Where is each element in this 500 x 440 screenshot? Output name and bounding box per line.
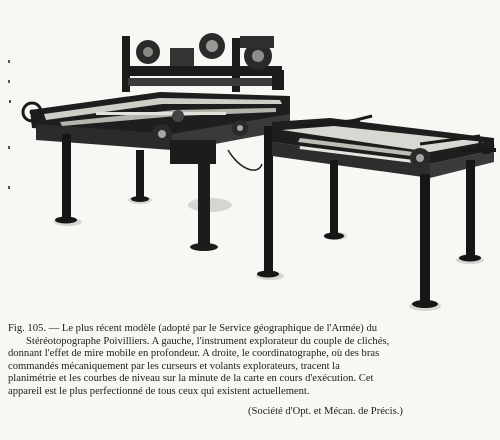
caption-line-3: donnant l'effet de mire mobile en profondeur. A droite, le coordinatographe, où des bras — [8, 348, 380, 360]
caption-line-5: planimétrie et les courbes de niveau sur la minute de la carte en cours d'exécution. Cet — [8, 373, 374, 385]
figure-caption — [8, 323, 500, 399]
caption-line-2: Stéréotopographe Poivilliers. A gauche, l'instrument explorateur du couple de clichés, — [26, 335, 390, 347]
caption-line-6: appareil est le plus perfectionné de tous ceux qui existent actuellement. — [8, 385, 310, 397]
photo-credit: (Société d'Opt. et Mécan. de Précis.) — [248, 406, 403, 417]
caption-line-1: Fig. 105. — Le plus récent modèle (adopté par le Service géographique de l'Armée) du — [8, 323, 378, 334]
caption-line-4: commandés mécaniquement par les curseurs et volants explorateurs, tracent la — [8, 360, 340, 372]
